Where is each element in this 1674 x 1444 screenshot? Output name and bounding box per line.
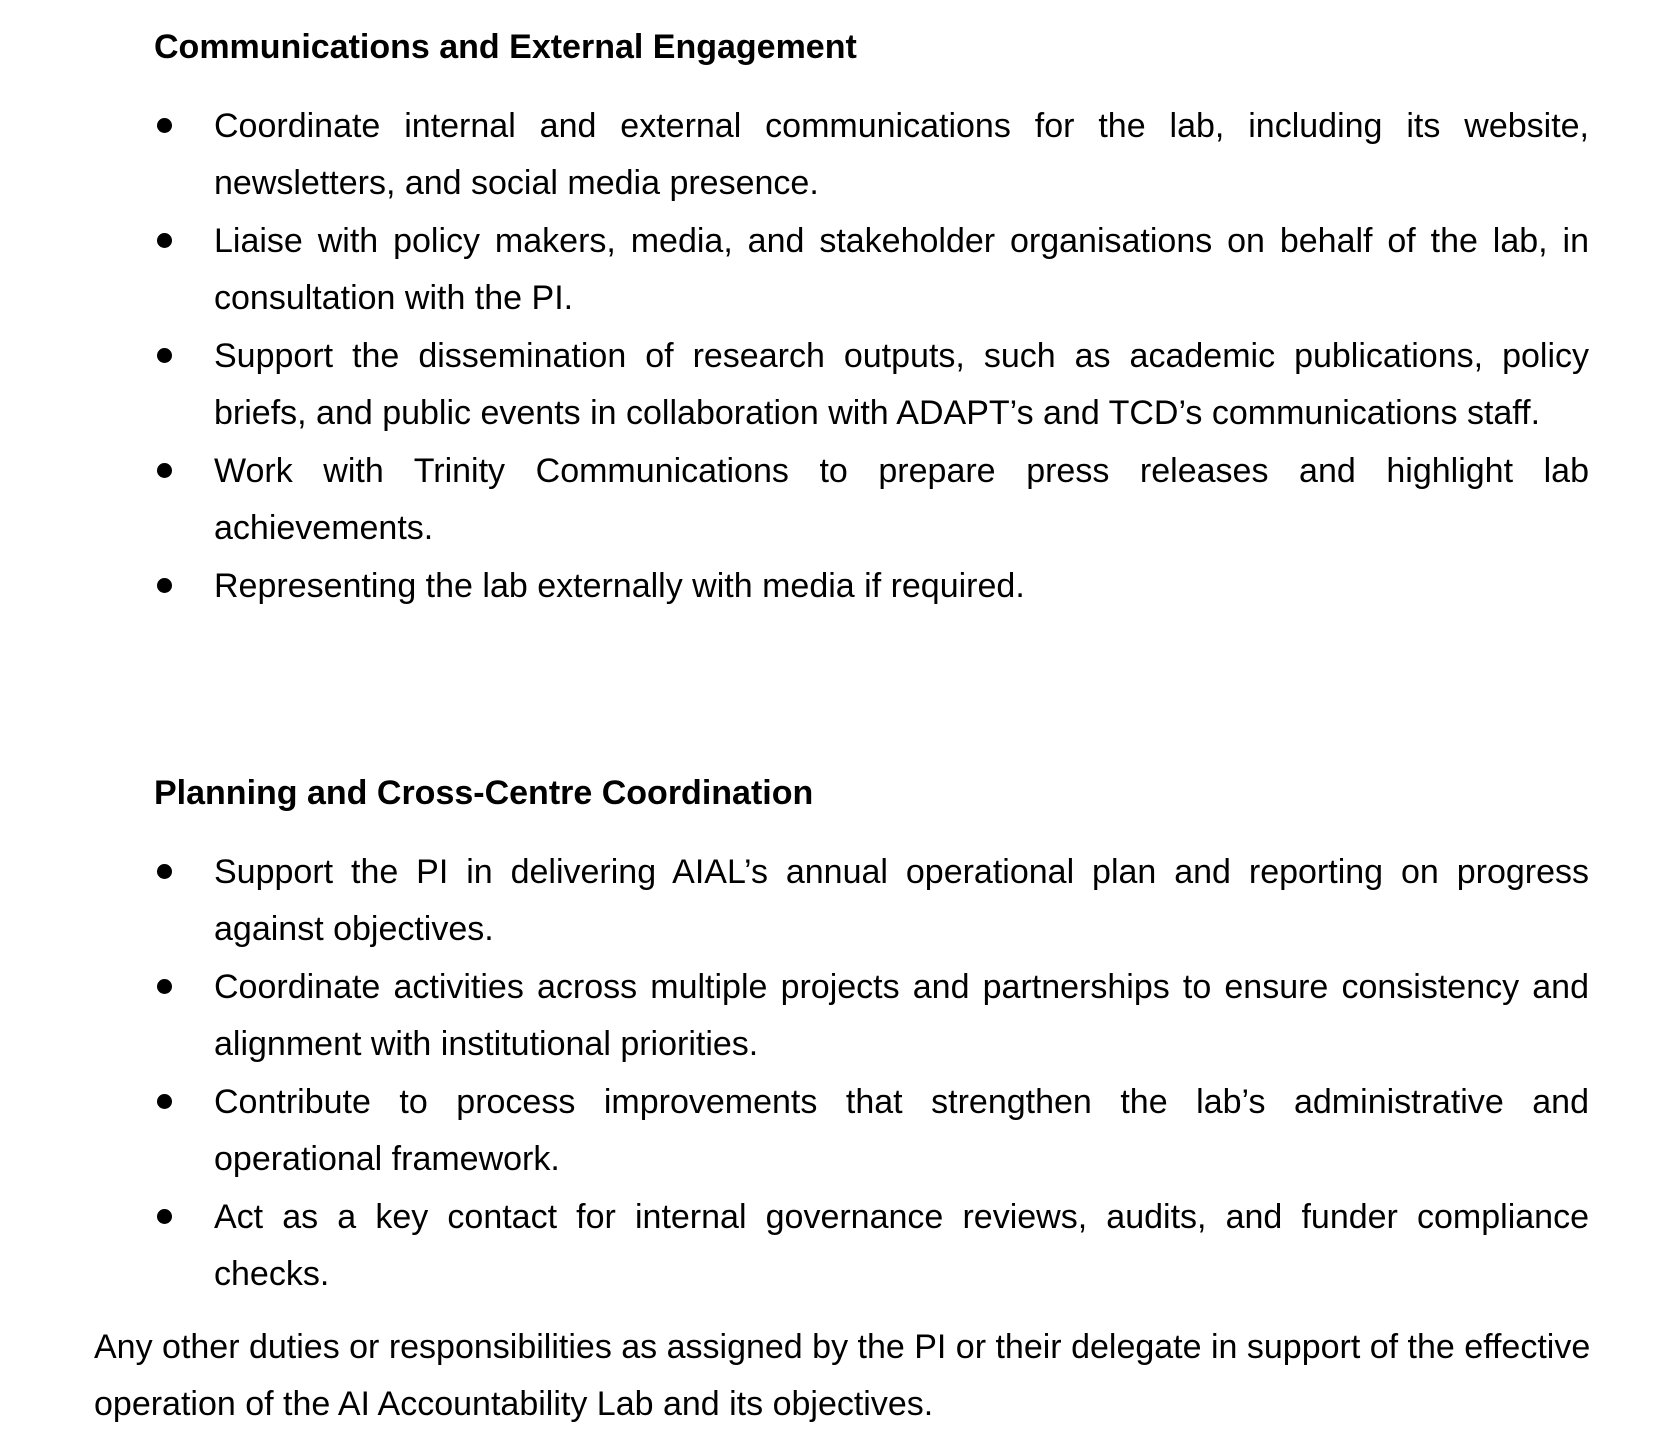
bullet-icon (157, 118, 172, 133)
list-item (154, 328, 1589, 441)
list-item (154, 213, 1589, 326)
list-item-text: Coordinate internal and external communications for the lab, including its website, newsletters, and social media presence. (214, 107, 1589, 202)
list-item (154, 98, 1589, 211)
list-item (154, 1189, 1589, 1302)
list-item-text: Representing the lab externally with media if required. (214, 567, 1025, 605)
bullet-icon (157, 578, 172, 593)
bullet-icon (157, 348, 172, 363)
list-item-text: Work with Trinity Communications to prepare press releases and highlight lab achievements. (214, 452, 1589, 547)
closing-paragraph: Any other duties or responsibilities as assigned by the PI or their delegate in support of the effective operation of the AI Accountability Lab and its objectives. (94, 1328, 1591, 1423)
bullet-icon (157, 864, 172, 879)
bullet-list (154, 844, 1594, 1302)
list-item-text: Support the dissemination of research outputs, such as academic publications, policy briefs, and public events in collaboration with ADAPT’s and TCD’s communications staff. (214, 337, 1589, 432)
bullet-icon (157, 233, 172, 248)
list-item-text: Contribute to process improvements that strengthen the lab’s administrative and operational framework. (214, 1083, 1589, 1178)
section-heading: Planning and Cross-Centre Coordination (154, 774, 814, 812)
list-item-text: Coordinate activities across multiple projects and partnerships to ensure consistency and alignment with institutional priorities. (214, 968, 1589, 1063)
list-item-text: Liaise with policy makers, media, and stakeholder organisations on behalf of the lab, in consultation with the PI. (214, 222, 1589, 317)
section-planning (154, 768, 1594, 1304)
section-communications (154, 22, 1594, 617)
bullet-icon (157, 1094, 172, 1109)
bullet-icon (157, 979, 172, 994)
list-item (154, 1074, 1589, 1187)
list-item (154, 443, 1589, 556)
list-item-text: Support the PI in delivering AIAL’s annual operational plan and reporting on progress against objectives. (214, 853, 1589, 948)
list-item-text: Act as a key contact for internal governance reviews, audits, and funder compliance checks. (214, 1198, 1589, 1293)
bullet-list (154, 98, 1594, 615)
list-item (154, 558, 1589, 615)
bullet-icon (157, 463, 172, 478)
section-heading: Communications and External Engagement (154, 28, 857, 66)
list-item (154, 959, 1589, 1072)
list-item (154, 844, 1589, 957)
bullet-icon (157, 1209, 172, 1224)
